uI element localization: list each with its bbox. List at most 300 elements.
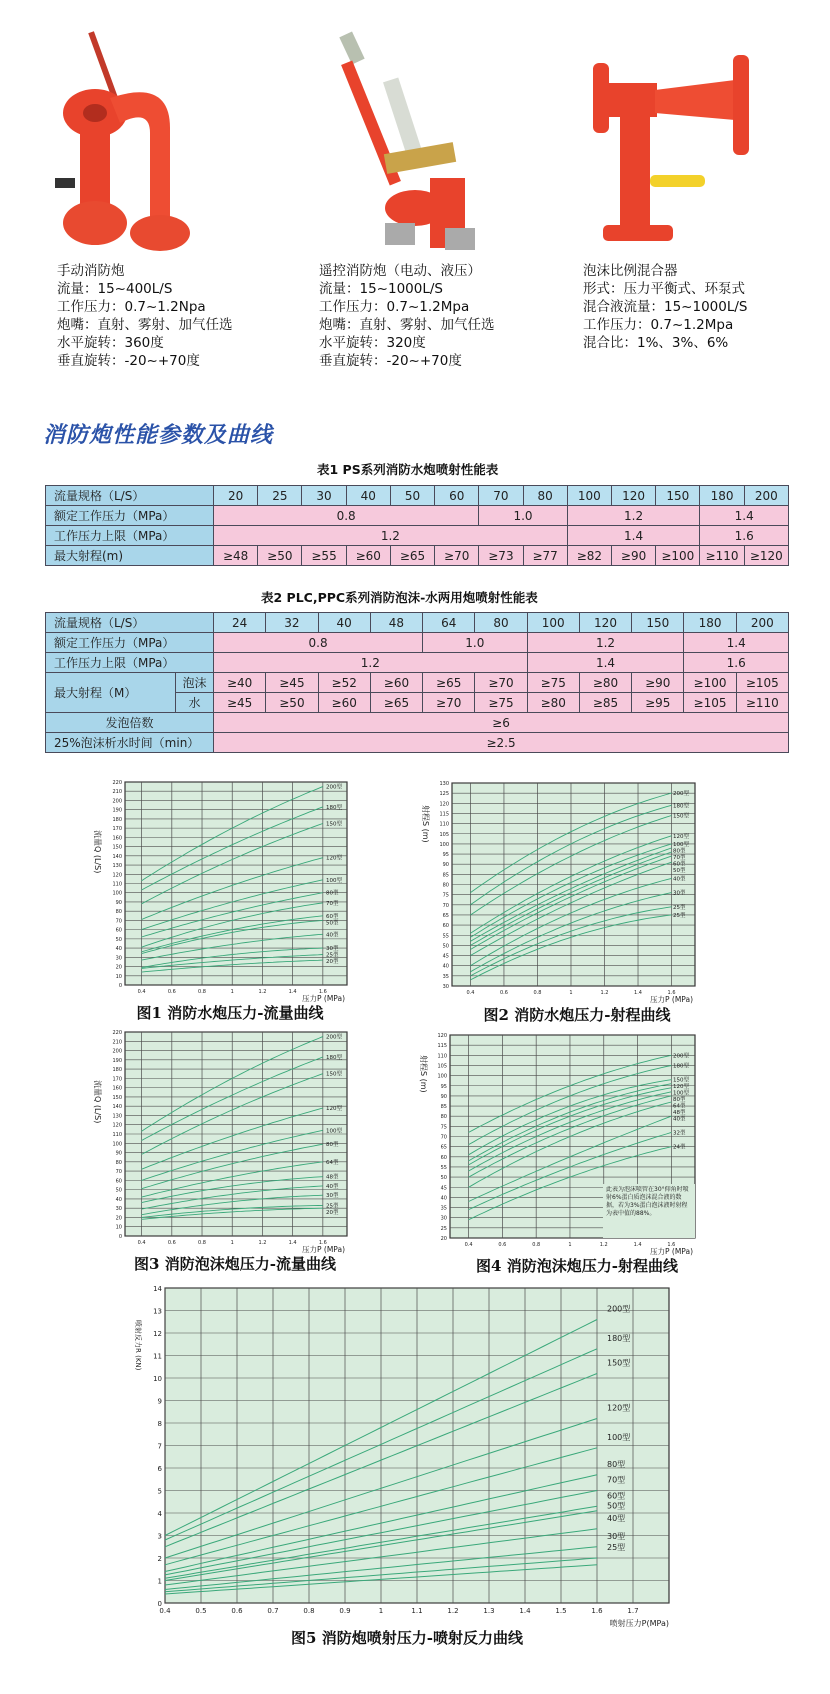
y-tick-label: 14: [153, 1284, 162, 1293]
y-tick-label: 105: [437, 1063, 447, 1070]
model-cell: 20: [214, 486, 258, 506]
value-cell: ≥50: [266, 693, 318, 713]
series-label: 120型: [326, 855, 342, 862]
series-label: 50型: [326, 920, 339, 927]
y-tick-label: 20: [115, 1215, 122, 1222]
y-tick-label: 50: [115, 936, 122, 943]
series-label: 120型: [607, 1403, 631, 1413]
y-tick-label: 50: [440, 1175, 447, 1182]
y-axis-label: 流量Q (L/S): [93, 830, 102, 874]
product-spec: 水平旋转：320度: [319, 335, 426, 351]
y-tick-label: 3: [157, 1532, 162, 1541]
series-label: 25型: [673, 904, 686, 911]
y-axis-label: 射程S (m): [419, 1055, 428, 1093]
y-tick-label: 105: [439, 831, 449, 838]
value-cell: ≥70: [475, 673, 527, 693]
series-label: 120型: [326, 1106, 342, 1113]
value-cell: ≥110: [736, 693, 788, 713]
value-cell: ≥90: [611, 546, 655, 566]
value-cell: ≥82: [567, 546, 611, 566]
product-name: 泡沫比例混合器: [583, 263, 678, 279]
x-tick-label: 0.4: [466, 990, 475, 996]
x-tick-label: 1.4: [288, 989, 297, 995]
series-label: 70型: [326, 900, 339, 907]
product-spec: 垂直旋转：-20~+70度: [57, 353, 200, 369]
y-tick-label: 9: [157, 1397, 162, 1406]
y-tick-label: 95: [440, 1083, 447, 1090]
y-tick-label: 50: [442, 943, 449, 950]
sub-row-label: 泡沫: [176, 673, 214, 693]
series-label: 80型: [607, 1459, 626, 1469]
y-tick-label: 40: [115, 1196, 122, 1203]
y-tick-label: 110: [112, 1132, 122, 1138]
y-tick-label: 30: [115, 1206, 122, 1213]
x-tick-label: 1.2: [258, 989, 267, 995]
y-tick-label: 20: [115, 964, 122, 971]
x-tick-label: 0.6: [498, 1242, 507, 1248]
model-cell: 50: [390, 486, 434, 506]
series-label: 150型: [673, 1077, 689, 1084]
series-label: 200型: [326, 784, 342, 791]
y-tick-label: 90: [115, 899, 122, 906]
series-label: 80型: [326, 890, 339, 897]
series-label: 180型: [607, 1333, 631, 1343]
series-label: 48型: [673, 1110, 686, 1117]
y-tick-label: 80: [442, 882, 449, 889]
value-cell: ≥40: [214, 673, 266, 693]
x-tick-label: 0.4: [137, 989, 146, 995]
value-cell: 0.8: [214, 633, 423, 653]
y-tick-label: 55: [442, 933, 449, 940]
y-tick-label: 10: [115, 973, 122, 980]
model-cell: 150: [656, 486, 700, 506]
series-label: 60型: [326, 913, 339, 920]
product-spec: 流量：15~1000L/S: [319, 281, 443, 297]
y-tick-label: 130: [112, 863, 122, 870]
y-tick-label: 100: [112, 890, 122, 897]
x-tick-label: 0.5: [195, 1607, 207, 1615]
x-tick-label: 1: [230, 989, 234, 995]
x-tick-label: 1.4: [519, 1607, 531, 1615]
y-tick-label: 40: [115, 946, 122, 953]
value-cell: ≥45: [266, 673, 318, 693]
y-tick-label: 30: [115, 955, 122, 962]
model-cell: 32: [266, 613, 318, 633]
series-label: 70型: [673, 854, 686, 861]
y-tick-label: 70: [440, 1134, 447, 1141]
y-tick-label: 45: [442, 953, 449, 960]
y-axis-label: 射程S (m): [421, 805, 430, 843]
y-tick-label: 8: [157, 1419, 162, 1428]
y-tick-label: 120: [437, 1033, 447, 1039]
value-cell: ≥48: [214, 546, 258, 566]
y-tick-label: 7: [157, 1442, 162, 1451]
y-tick-label: 115: [439, 811, 449, 818]
value-cell: ≥60: [370, 673, 422, 693]
value-cell: ≥105: [684, 693, 736, 713]
product-spec: 工作压力：0.7~1.2Mpa: [319, 299, 470, 315]
x-tick-label: 0.8: [198, 989, 206, 995]
y-tick-label: 40: [440, 1195, 447, 1202]
y-tick-label: 100: [112, 1141, 122, 1148]
series-label: 20型: [326, 1209, 339, 1216]
model-cell: 200: [744, 486, 788, 506]
series-label: 100型: [673, 841, 689, 848]
y-tick-label: 5: [157, 1487, 162, 1496]
x-tick-label: 1: [378, 1607, 384, 1615]
chart5-caption: 图5 消防炮喷射压力-喷射反力曲线: [291, 1629, 523, 1647]
product-name: 手动消防炮: [57, 263, 125, 279]
x-tick-label: 1.6: [667, 1242, 676, 1248]
x-tick-label: 1.6: [318, 1240, 327, 1246]
y-tick-label: 100: [439, 841, 449, 848]
series-label: 40型: [673, 1116, 686, 1123]
chart2-caption: 图2 消防水炮压力-射程曲线: [483, 1006, 671, 1024]
x-axis-label: 压力P (MPa): [649, 995, 693, 1004]
value-cell: 1.2: [567, 506, 700, 526]
y-axis-label: 流量Q (L/S): [93, 1080, 102, 1124]
y-tick-label: 220: [112, 1030, 122, 1036]
series-label: 180型: [673, 1063, 689, 1070]
y-tick-label: 210: [112, 789, 122, 796]
series-label: 200型: [673, 791, 689, 798]
y-tick-label: 10: [153, 1374, 162, 1383]
model-cell: 180: [684, 613, 736, 633]
y-tick-label: 11: [153, 1352, 162, 1361]
model-cell: 100: [527, 613, 579, 633]
series-label: 80型: [673, 848, 686, 855]
model-cell: 80: [523, 486, 567, 506]
product-spec: 炮嘴：直射、雾射、加气任选: [57, 317, 233, 333]
x-tick-label: 0.8: [532, 1242, 541, 1248]
x-axis-label: 压力P (MPa): [301, 994, 345, 1003]
x-tick-label: 0.4: [137, 1240, 146, 1246]
series-label: 100型: [326, 877, 342, 884]
x-tick-label: 0.9: [339, 1607, 351, 1615]
model-cell: 120: [611, 486, 655, 506]
y-tick-label: 70: [115, 1169, 122, 1176]
model-cell: 64: [423, 613, 475, 633]
value-cell: 1.2: [214, 526, 568, 546]
product-name: 遥控消防炮（电动、液压）: [319, 263, 481, 279]
value-cell: 1.2: [527, 633, 684, 653]
x-tick-label: 1.2: [447, 1607, 459, 1615]
row-label: 额定工作压力（MPa）: [46, 506, 214, 526]
series-label: 32型: [673, 1130, 686, 1137]
product-spec: 工作压力：0.7~1.2Npa: [57, 299, 206, 315]
value-cell: ≥65: [390, 546, 434, 566]
row-label: 流量规格（L/S）: [46, 613, 214, 633]
y-tick-label: 4: [157, 1509, 162, 1518]
y-tick-label: 30: [442, 984, 449, 990]
y-tick-label: 180: [112, 816, 122, 823]
product-spec: 混合比：1%、3%、6%: [583, 335, 729, 351]
x-tick-label: 1.7: [627, 1607, 639, 1615]
y-tick-label: 130: [112, 1113, 122, 1120]
x-tick-label: 0.7: [267, 1607, 279, 1615]
value-cell: ≥60: [346, 546, 390, 566]
y-tick-label: 80: [115, 1159, 122, 1166]
x-tick-label: 1.6: [667, 990, 676, 996]
value-cell: ≥120: [744, 546, 788, 566]
y-tick-label: 90: [440, 1093, 447, 1100]
series-label: 70型: [607, 1475, 626, 1485]
y-tick-label: 85: [440, 1104, 447, 1111]
x-axis-label: 喷射压力P(MPa): [609, 1619, 669, 1628]
y-tick-label: 60: [115, 927, 122, 934]
series-label: 30型: [326, 1193, 339, 1200]
chart-1: [93, 780, 347, 1003]
y-tick-label: 35: [442, 973, 449, 980]
value-cell: ≥80: [527, 693, 579, 713]
y-tick-label: 160: [112, 1085, 122, 1092]
value-cell: ≥73: [479, 546, 523, 566]
product-spec: 炮嘴：直射、雾射、加气任选: [319, 317, 495, 333]
x-tick-label: 0.8: [533, 990, 542, 996]
model-cell: 60: [435, 486, 479, 506]
series-label: 30型: [607, 1531, 626, 1541]
y-tick-label: 180: [112, 1067, 122, 1074]
y-tick-label: 30: [440, 1215, 447, 1222]
model-cell: 150: [632, 613, 684, 633]
y-tick-label: 190: [112, 1057, 122, 1064]
x-tick-label: 1.3: [483, 1607, 495, 1615]
model-cell: 200: [736, 613, 788, 633]
y-tick-label: 220: [112, 780, 122, 786]
y-tick-label: 70: [115, 918, 122, 925]
series-label: 40型: [607, 1513, 626, 1523]
table2-title: 表2 PLC,PPC系列消防泡沫-水两用炮喷射性能表: [261, 590, 538, 605]
chart-5: [134, 1285, 669, 1628]
series-label: 50型: [607, 1501, 626, 1511]
y-tick-label: 140: [112, 853, 122, 860]
y-tick-label: 13: [153, 1307, 162, 1316]
series-label: 50型: [673, 867, 686, 874]
y-tick-label: 85: [442, 872, 449, 879]
y-tick-label: 0: [118, 1234, 122, 1240]
y-tick-label: 75: [440, 1124, 447, 1131]
x-tick-label: 1.6: [591, 1607, 603, 1615]
y-tick-label: 2: [157, 1554, 162, 1563]
series-label: 64型: [326, 1159, 339, 1166]
value-cell: ≥105: [736, 673, 788, 693]
y-tick-label: 160: [112, 835, 122, 842]
y-tick-label: 10: [115, 1224, 122, 1231]
series-label: 180型: [673, 803, 689, 810]
value-cell: ≥55: [302, 546, 346, 566]
x-tick-label: 1: [569, 990, 573, 996]
series-label: 80型: [326, 1142, 339, 1149]
series-label: 100型: [326, 1128, 342, 1135]
x-tick-label: 1.4: [288, 1240, 297, 1246]
table1-title: 表1 PS系列消防水炮喷射性能表: [317, 462, 499, 477]
y-tick-label: 170: [112, 826, 122, 833]
x-tick-label: 1.4: [634, 990, 642, 996]
model-cell: 100: [567, 486, 611, 506]
series-label: 40型: [673, 876, 686, 883]
y-tick-label: 210: [112, 1039, 122, 1046]
value-cell: ≥100: [656, 546, 700, 566]
x-axis-label: 压力P (MPa): [301, 1245, 345, 1254]
series-label: 150型: [607, 1358, 631, 1368]
value-cell: ≥45: [214, 693, 266, 713]
row-label: 工作压力上限（MPa）: [46, 653, 214, 673]
value-cell: ≥2.5: [214, 733, 789, 753]
series-label: 200型: [326, 1034, 342, 1041]
x-tick-label: 1.2: [258, 1240, 267, 1246]
series-label: 40型: [326, 932, 339, 939]
x-tick-label: 0.6: [167, 989, 176, 995]
model-cell: 180: [700, 486, 744, 506]
model-cell: 48: [370, 613, 422, 633]
value-cell: ≥50: [258, 546, 302, 566]
value-cell: ≥85: [579, 693, 631, 713]
row-label: 流量规格（L/S）: [46, 486, 214, 506]
x-tick-label: 1.5: [555, 1607, 567, 1615]
product-spec: 工作压力：0.7~1.2Mpa: [583, 317, 734, 333]
y-tick-label: 150: [112, 1094, 122, 1101]
y-tick-label: 45: [440, 1185, 447, 1192]
series-label: 48型: [326, 1174, 339, 1181]
series-label: 180型: [326, 804, 342, 811]
x-tick-label: 0.4: [159, 1607, 171, 1615]
y-tick-label: 100: [437, 1073, 447, 1080]
series-label: 20型: [326, 959, 339, 966]
series-label: 200型: [607, 1304, 631, 1314]
chart-2: [421, 781, 695, 1004]
value-cell: ≥70: [435, 546, 479, 566]
y-tick-label: 110: [112, 881, 122, 888]
y-tick-label: 60: [442, 923, 449, 930]
model-cell: 40: [346, 486, 390, 506]
series-label: 60型: [607, 1491, 626, 1501]
series-label: 150型: [326, 821, 342, 828]
chart-note: 此表为泡沫喷管在30°仰角时喷射6%蛋白质泡沫混合液的数据，若为3%蛋白泡沫液时射程为表中值的88%。: [606, 1186, 689, 1217]
y-tick-label: 35: [440, 1205, 447, 1212]
y-tick-label: 60: [115, 1178, 122, 1185]
y-tick-label: 65: [442, 912, 449, 919]
series-label: 25型: [607, 1543, 626, 1552]
value-cell: ≥90: [632, 673, 684, 693]
y-tick-label: 20: [440, 1236, 447, 1242]
y-tick-label: 200: [112, 798, 122, 805]
series-label: 80型: [673, 1097, 686, 1104]
row-label: 最大射程（M）: [46, 673, 176, 713]
y-tick-label: 120: [112, 1122, 122, 1129]
y-tick-label: 90: [442, 862, 449, 869]
x-tick-label: 0.8: [303, 1607, 315, 1615]
value-cell: ≥75: [475, 693, 527, 713]
x-tick-label: 0.8: [198, 1240, 206, 1246]
product-spec: 水平旋转：360度: [57, 335, 164, 351]
value-cell: ≥65: [370, 693, 422, 713]
y-tick-label: 40: [442, 963, 449, 970]
x-tick-label: 0.4: [464, 1242, 473, 1248]
product-spec: 形式：压力平衡式、环泵式: [583, 281, 745, 297]
series-label: 30型: [673, 890, 686, 897]
chart1-caption: 图1 消防水炮压力-流量曲线: [136, 1004, 324, 1022]
row-label: 工作压力上限（MPa）: [46, 526, 214, 546]
series-label: 60型: [673, 861, 686, 868]
model-cell: 30: [302, 486, 346, 506]
series-label: 24型: [673, 1144, 686, 1151]
y-tick-label: 190: [112, 807, 122, 814]
series-label: 100型: [607, 1432, 631, 1442]
value-cell: 1.4: [684, 633, 789, 653]
value-cell: ≥77: [523, 546, 567, 566]
series-label: 64型: [673, 1103, 686, 1110]
x-tick-label: 1.1: [411, 1607, 423, 1615]
model-cell: 40: [318, 613, 370, 633]
row-label: 发泡倍数: [46, 713, 214, 733]
product-spec: 垂直旋转：-20~+70度: [319, 353, 462, 369]
y-tick-label: 95: [442, 852, 449, 859]
value-cell: 1.2: [214, 653, 528, 673]
value-cell: ≥80: [579, 673, 631, 693]
series-label: 120型: [673, 833, 689, 840]
y-tick-label: 6: [157, 1464, 162, 1473]
series-label: 120型: [673, 1084, 689, 1091]
series-label: 25型: [326, 952, 339, 959]
y-tick-label: 0: [118, 983, 122, 989]
model-cell: 24: [214, 613, 266, 633]
series-label: 25型: [326, 1203, 339, 1210]
y-tick-label: 130: [439, 781, 449, 787]
value-cell: ≥110: [700, 546, 744, 566]
y-tick-label: 12: [153, 1329, 162, 1338]
value-cell: 1.4: [567, 526, 700, 546]
chart-3: [93, 1030, 347, 1254]
x-tick-label: 1.6: [318, 989, 327, 995]
series-label: 150型: [326, 1071, 342, 1078]
value-cell: ≥52: [318, 673, 370, 693]
y-tick-label: 120: [112, 872, 122, 879]
y-tick-label: 110: [439, 821, 449, 828]
value-cell: ≥100: [684, 673, 736, 693]
x-axis-label: 压力P (MPa): [649, 1247, 693, 1256]
series-label: 100型: [673, 1090, 689, 1097]
value-cell: 1.0: [423, 633, 528, 653]
value-cell: 0.8: [214, 506, 479, 526]
value-cell: ≥70: [423, 693, 475, 713]
y-tick-label: 200: [112, 1048, 122, 1055]
x-tick-label: 0.6: [499, 990, 508, 996]
value-cell: 1.6: [700, 526, 789, 546]
value-cell: ≥65: [423, 673, 475, 693]
row-label: 25%泡沫析水时间（min）: [46, 733, 214, 753]
y-tick-label: 90: [115, 1150, 122, 1157]
value-cell: ≥6: [214, 713, 789, 733]
chart-4: [419, 1033, 695, 1256]
series-label: 25型: [673, 912, 686, 919]
x-tick-label: 1.2: [600, 990, 609, 996]
series-label: 150型: [673, 813, 689, 820]
y-tick-label: 110: [437, 1053, 447, 1060]
model-cell: 70: [479, 486, 523, 506]
y-tick-label: 150: [112, 844, 122, 851]
x-tick-label: 0.6: [167, 1240, 176, 1246]
x-tick-label: 1.4: [633, 1242, 642, 1248]
model-cell: 120: [579, 613, 631, 633]
value-cell: 1.4: [700, 506, 789, 526]
y-tick-label: 80: [440, 1114, 447, 1121]
y-tick-label: 170: [112, 1076, 122, 1083]
series-label: 180型: [326, 1055, 342, 1062]
section-title: 消防炮性能参数及曲线: [43, 423, 274, 448]
chart4-caption: 图4 消防泡沫炮压力-射程曲线: [476, 1257, 678, 1275]
y-tick-label: 60: [440, 1154, 447, 1161]
x-tick-label: 1: [230, 1240, 234, 1246]
